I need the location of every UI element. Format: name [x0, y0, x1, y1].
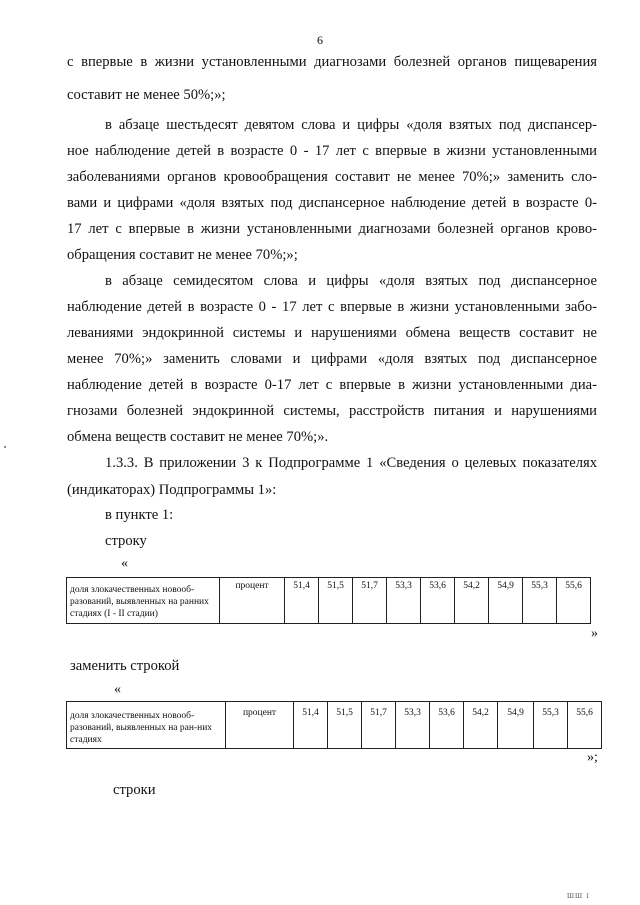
paragraph-line: ное наблюдение детей в возрасте 0 - 17 лет с впервые в жизни установленными [67, 143, 597, 159]
paragraph-line: гнозами болезней эндокринной системы, расстройств питания и нарушениями [67, 403, 597, 419]
paragraph-line: заболеваниями органов кровообращения составит не менее 70%;» заменить сло- [67, 169, 597, 185]
page-number: 6 [317, 33, 323, 47]
value-cell: 51,4 [285, 578, 319, 624]
value-cell: 51,7 [353, 578, 387, 624]
opening-quote: « [121, 556, 128, 571]
paragraph-line: наблюдение детей в возрасте 0 - 17 лет с впервые в жизни установленными забо- [67, 299, 597, 315]
indicator-name-cell: доля злокачественных новооб-разований, выявленных на ранних стадиях (I - II стадии) [67, 578, 220, 624]
closing-quote: »; [587, 750, 598, 765]
footer-code: ШШ 1 [567, 892, 591, 900]
paragraph-line: (индикаторах) Подпрограммы 1»: [67, 482, 277, 498]
paragraph-line: 17 лет с впервые в жизни установленными диагнозами болезней органов крово- [67, 221, 597, 237]
value-cell: 53,3 [387, 578, 421, 624]
table-row [67, 578, 591, 624]
paragraph-line: обращения составит не менее 70%;»; [67, 247, 298, 263]
unit-cell: процент [220, 578, 285, 624]
paragraph-line: строку [105, 533, 147, 549]
paragraph-line: заменить строкой [70, 658, 180, 674]
opening-quote: « [114, 682, 121, 697]
value-cell: 54,9 [498, 702, 534, 749]
paragraph-line: составит не менее 50%;»; [67, 87, 226, 103]
indicator-table-new [66, 701, 602, 749]
value-cell: 55,3 [523, 578, 557, 624]
paragraph-line: строки [113, 782, 156, 798]
paragraph-line: 1.3.3. В приложении 3 к Подпрограмме 1 «Сведения о целевых показателях [105, 455, 597, 471]
value-cell: 51,5 [328, 702, 362, 749]
scan-mark [4, 446, 6, 448]
closing-quote: » [591, 626, 598, 641]
value-cell: 51,5 [319, 578, 353, 624]
value-cell: 51,7 [362, 702, 396, 749]
value-cell: 54,2 [455, 578, 489, 624]
paragraph-line: с впервые в жизни установленными диагнозами болезней органов пищеварения [67, 54, 597, 70]
paragraph-line: обмена веществ составит не менее 70%;». [67, 429, 329, 445]
value-cell: 55,3 [534, 702, 568, 749]
paragraph-line: леваниями эндокринной системы и нарушениями обмена веществ составит не [67, 325, 597, 341]
value-cell: 55,6 [557, 578, 591, 624]
paragraph-line: в абзаце семидесятом слова и цифры «доля взятых под диспансерное [105, 273, 597, 289]
paragraph-line: в пункте 1: [105, 507, 174, 523]
paragraph-line: наблюдение детей в возрасте 0-17 лет с впервые в жизни установленными диа- [67, 377, 597, 393]
indicator-table-old [66, 577, 591, 624]
value-cell: 55,6 [568, 702, 602, 749]
indicator-name-cell: доля злокачественных новооб-разований, выявленных на ран-них стадиях [67, 702, 226, 749]
table-row [67, 702, 602, 749]
value-cell: 53,6 [421, 578, 455, 624]
value-cell: 53,3 [396, 702, 430, 749]
value-cell: 51,4 [294, 702, 328, 749]
value-cell: 54,2 [464, 702, 498, 749]
paragraph-line: в абзаце шестьдесят девятом слова и цифры «доля взятых под диспансер- [105, 117, 597, 133]
unit-cell: процент [226, 702, 294, 749]
paragraph-line: менее 70%;» заменить словами и цифрами «доля взятых под диспансерное [67, 351, 597, 367]
value-cell: 53,6 [430, 702, 464, 749]
paragraph-line: вами и цифрами «доля взятых под диспансерное наблюдение детей в возрасте 0- [67, 195, 597, 211]
value-cell: 54,9 [489, 578, 523, 624]
